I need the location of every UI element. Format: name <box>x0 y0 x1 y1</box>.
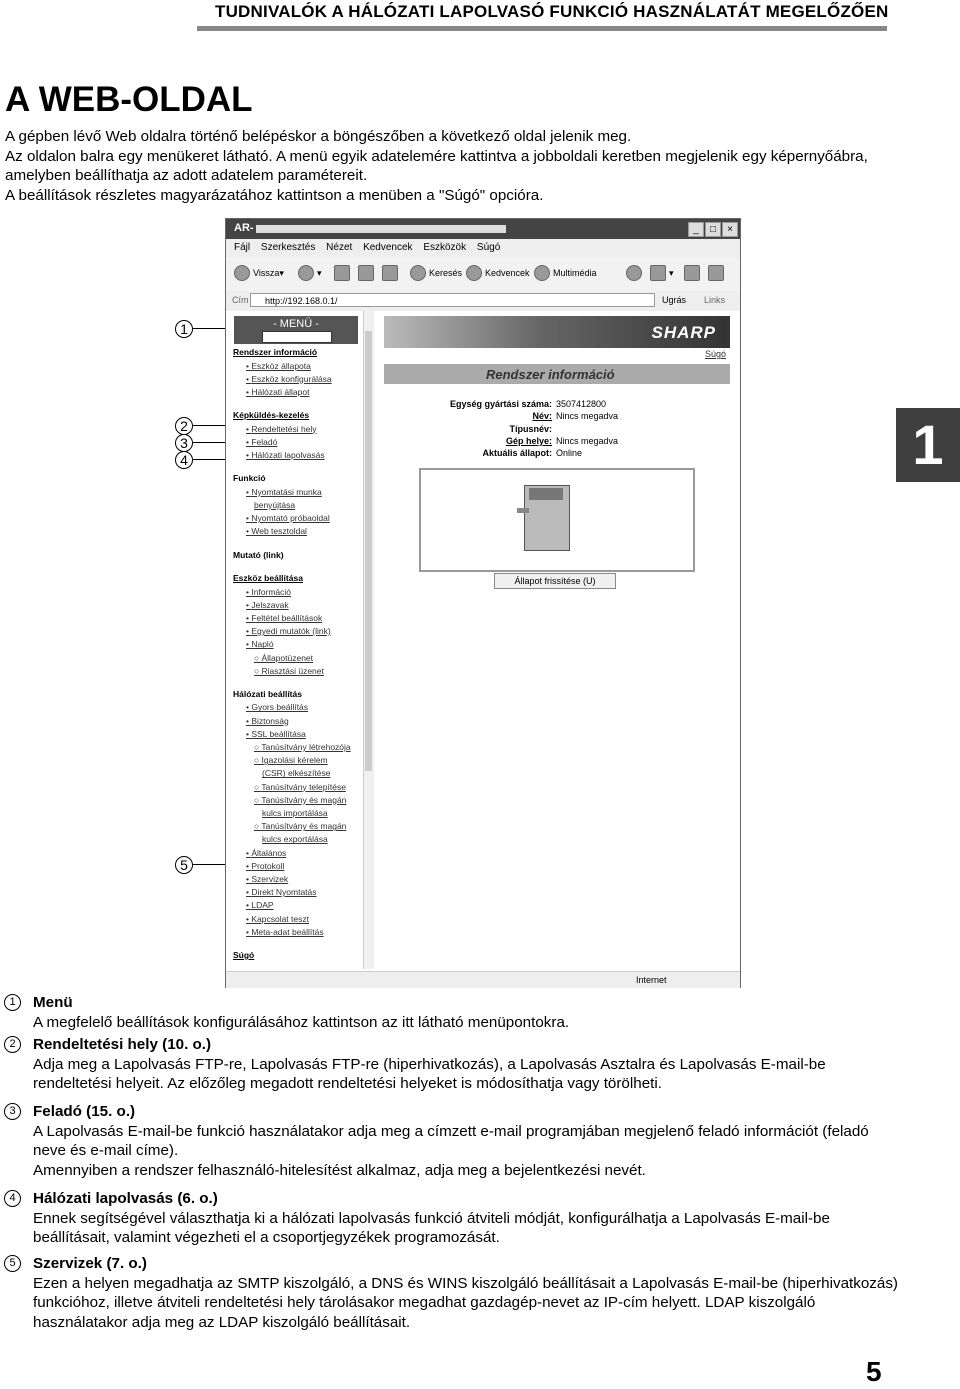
menu-item[interactable]: • Hálózati állapot <box>246 387 309 397</box>
menu-item[interactable]: • Direkt Nyomtatás <box>246 887 317 897</box>
info-row <box>374 411 734 423</box>
window-titlebar <box>226 219 740 239</box>
info-value: Nincs megadva <box>556 435 619 446</box>
menu-tools[interactable]: Eszközök <box>423 242 467 253</box>
minimize-icon[interactable]: _ <box>688 222 704 237</box>
menu-item[interactable]: ○ Tanúsítvány telepítése <box>254 782 346 792</box>
callout-5: 5 <box>175 856 193 874</box>
menu-item[interactable]: benyújtása <box>254 499 296 510</box>
sharp-logo: SHARP <box>651 323 716 342</box>
address-bar <box>226 291 740 312</box>
menu-item[interactable]: ○ Tanúsítvány létrehozója <box>254 742 351 752</box>
home-button[interactable] <box>382 265 401 281</box>
info-value: Nincs megadva <box>556 411 619 422</box>
menu-item[interactable]: • Feltétel beállítások <box>246 613 322 623</box>
menu-section-heading[interactable]: Rendszer információ <box>233 347 318 357</box>
menu-item[interactable]: • LDAP <box>246 900 274 910</box>
address-input[interactable]: http://192.168.0.1/ <box>250 293 655 307</box>
back-label: Vissza <box>253 268 280 278</box>
info-table <box>374 399 734 460</box>
legend-desc-text: Ennek segítségével választhatja ki a hálózati lapolvasás funkció átviteli módját, konfigurálhatja a Lapolvasás E-mail-be beállításait, valamint végezheti el a csoportjegyzékek programozását. <box>33 1210 830 1247</box>
maximize-icon[interactable]: □ <box>705 222 721 237</box>
section-header <box>384 364 730 384</box>
star-icon <box>466 265 482 281</box>
menu-section-heading: Funkció <box>233 473 266 484</box>
page-number: 5 <box>866 1356 882 1387</box>
legend-number: 4 <box>4 1190 21 1207</box>
history-icon <box>626 265 642 281</box>
window-title: AR- <box>234 222 254 234</box>
menu-scrollbar[interactable] <box>363 311 374 969</box>
legend-title: Menü <box>33 994 73 1011</box>
favorites-label: Kedvencek <box>485 268 530 278</box>
legend-desc-text: Amennyiben a rendszer felhasználó-hitelesítést alkalmaz, adja meg a bejelentkezési nevét. <box>33 1161 646 1179</box>
menu-item[interactable]: • Protokoll <box>246 861 284 871</box>
help-link[interactable]: Súgó <box>704 349 726 359</box>
search-label: Keresés <box>429 268 463 278</box>
print-button[interactable] <box>684 265 703 281</box>
info-row <box>374 424 734 436</box>
info-value: 3507412800 <box>556 399 607 409</box>
menu-item[interactable]: • SSL beállítása <box>246 729 306 739</box>
info-key: Aktuális állapot: <box>482 448 552 459</box>
device-image-panel <box>419 468 695 572</box>
favorites-button[interactable] <box>466 265 530 281</box>
copier-icon <box>524 485 570 551</box>
header-rule <box>197 26 887 31</box>
menu-item[interactable]: • Rendeltetési hely <box>246 424 317 434</box>
menu-item[interactable]: ○ Tanúsítvány és magán <box>254 821 346 831</box>
menu-section-heading[interactable]: Súgó <box>233 950 255 960</box>
status-zone: Internet <box>636 975 667 985</box>
stop-icon <box>334 265 350 281</box>
menu-section-heading: Hálózati beállítás <box>233 688 302 699</box>
refresh-status-button[interactable]: Állapot frissítése (U) <box>494 573 616 589</box>
menu-item[interactable]: • Hálózati lapolvasás <box>246 450 325 460</box>
info-key: Egység gyártási száma: <box>449 399 552 409</box>
forward-arrow-icon <box>298 265 314 281</box>
mail-icon <box>650 265 666 281</box>
menu-item[interactable]: • Meta-adat beállítás <box>246 927 324 937</box>
close-icon[interactable]: × <box>722 222 738 237</box>
info-value: Online <box>556 448 583 459</box>
menu-item[interactable]: • Általános <box>246 848 286 858</box>
menu-item[interactable]: kulcs exportálása <box>262 834 328 845</box>
info-row <box>374 399 734 411</box>
legend-desc <box>33 1274 903 1332</box>
legend-desc <box>33 1055 903 1094</box>
info-row <box>374 436 734 448</box>
menu-item[interactable]: • Nyomtatási munka <box>246 487 322 497</box>
edit-button[interactable] <box>708 265 727 281</box>
legend-number: 3 <box>4 1103 21 1120</box>
menu-item[interactable]: • Jelszavak <box>246 600 289 610</box>
history-button[interactable] <box>626 265 645 281</box>
back-arrow-icon <box>234 265 250 281</box>
legend-desc-text: A megfelelő beállítások konfigurálásához kattintson az itt látható menüpontokra. <box>33 1014 570 1031</box>
menu-section-heading[interactable]: Képküldés-kezelés <box>233 410 310 421</box>
menu-item[interactable]: kulcs importálása <box>262 808 328 818</box>
refresh-button[interactable] <box>358 265 377 281</box>
legend-desc <box>33 1122 903 1180</box>
section-title: Rendszer információ <box>486 367 615 382</box>
legend-title: Feladó (15. o.) <box>33 1103 136 1120</box>
menu-item[interactable]: (CSR) elkészítése <box>262 768 331 779</box>
legend-title: Hálózati lapolvasás (6. o.) <box>33 1190 218 1207</box>
menu-header <box>234 316 358 344</box>
menu-item[interactable]: • Napló <box>246 639 274 649</box>
forward-button[interactable]: ▾ <box>298 265 322 281</box>
callout-4: 4 <box>175 451 193 469</box>
info-key: Típusnév: <box>509 423 552 434</box>
menu-item[interactable]: ○ Riasztási üzenet <box>254 666 324 676</box>
media-icon <box>534 265 550 281</box>
go-button[interactable]: Ugrás <box>662 295 687 305</box>
back-button[interactable]: Vissza ▾ <box>234 265 284 281</box>
menu-item[interactable]: • Egyedi mutatók (link) <box>246 626 331 636</box>
menu-item[interactable]: • Szervizek <box>246 874 288 884</box>
info-key[interactable]: Gép helye: <box>505 435 552 446</box>
menu-header-box <box>262 331 332 343</box>
menu-file[interactable]: Fájl <box>234 242 251 253</box>
chapter-tab: 1 <box>896 408 960 482</box>
menu-view[interactable]: Nézet <box>326 242 353 253</box>
scrollbar-thumb[interactable] <box>365 331 372 771</box>
home-icon <box>382 265 398 281</box>
print-icon <box>684 265 700 281</box>
toolbar <box>226 257 740 292</box>
legend-number: 2 <box>4 1036 21 1053</box>
menu-item[interactable]: • Információ <box>246 587 291 597</box>
legend-desc <box>33 1013 903 1032</box>
intro-paragraph: A gépben lévő Web oldalra történő belépéskor a böngészőben a következő oldal jelenik meg. <box>5 128 632 145</box>
menu-item[interactable]: • Gyors beállítás <box>246 702 308 712</box>
legend-title: Rendeltetési hely (10. o.) <box>33 1036 212 1053</box>
menu-item[interactable]: • Feladó <box>246 437 277 447</box>
menu-item[interactable]: • Eszköz állapota <box>246 361 311 371</box>
menubar <box>226 239 740 258</box>
intro-text <box>5 127 905 205</box>
callout-2: 2 <box>175 417 193 435</box>
menu-help[interactable]: Súgó <box>476 242 501 253</box>
menu-section-heading: Mutató (link) <box>233 549 284 560</box>
menu-item[interactable]: • Biztonság <box>246 716 289 726</box>
multimedia-label: Multimédia <box>553 268 597 278</box>
info-key[interactable]: Név: <box>532 411 552 422</box>
browser-window <box>225 218 741 988</box>
intro-paragraph: A beállítások részletes magyarázatához kattintson a menüben a "Súgó" opcióra. <box>5 186 544 204</box>
callout-1: 1 <box>175 320 193 338</box>
callout-3: 3 <box>175 434 193 452</box>
menu-item[interactable]: ○ Tanúsítvány és magán <box>254 795 346 805</box>
menu-item[interactable]: • Web tesztoldal <box>246 526 307 536</box>
menu-item[interactable]: ○ Állapotüzenet <box>254 653 313 663</box>
intro-paragraph: Az oldalon balra egy menükeret látható. A menü egyik adatelemére kattintva a jobboldali keretben megjelenik egy képernyőábra, amelyben beállíthatja az adott adatelem paramétereit. <box>5 147 868 184</box>
running-header: TUDNIVALÓK A HÁLÓZATI LAPOLVASÓ FUNKCIÓ HASZNÁLATÁT MEGELŐZŐEN <box>215 2 889 21</box>
content-frame <box>374 311 740 969</box>
mail-button[interactable]: ▾ <box>650 265 674 281</box>
menu-frame <box>226 311 365 969</box>
menu-item[interactable]: • Nyomtató próbaoldal <box>246 513 330 523</box>
legend-desc-text: Ezen a helyen megadhatja az SMTP kiszolgáló, a DNS és WINS kiszolgáló beállításait a Lapolvasás E-mail-be (hiperhivatkozás) funkcióhoz, illetve átviteli rendeltetési hely tárolásakor megadhat gazdagép-nevet az IP-cím helyett. LDAP kiszolgáló használatakor adja meg az LDAP kiszolgáló beállításait. <box>33 1275 898 1331</box>
info-row <box>374 448 734 460</box>
status-bar <box>226 971 740 988</box>
menu-item[interactable]: • Eszköz konfigurálása <box>246 374 332 384</box>
address-label: Cím <box>232 295 249 305</box>
search-button[interactable] <box>410 265 462 281</box>
legend-desc-text: Adja meg a Lapolvasás FTP-re, Lapolvasás FTP-re (hiperhivatkozás), a Lapolvasás Asztalra és Lapolvasás E-mail-be rendeltetési helyeit. Az előzőleg megadott rendeltetési helyeket is módosíthatja vagy törölheti. <box>33 1056 826 1093</box>
multimedia-button[interactable] <box>534 265 597 281</box>
page-title: A WEB-OLDAL <box>5 80 253 119</box>
menu-section-heading[interactable]: Eszköz beállítása <box>233 573 303 583</box>
stop-button[interactable] <box>334 265 353 281</box>
edit-icon <box>708 265 724 281</box>
search-icon <box>410 265 426 281</box>
legend-title: Szervizek (7. o.) <box>33 1255 147 1272</box>
legend-number: 5 <box>4 1255 21 1272</box>
legend-number: 1 <box>4 994 21 1011</box>
title-redaction <box>256 225 506 233</box>
refresh-icon <box>358 265 374 281</box>
legend-desc-text: A Lapolvasás E-mail-be funkció használatakor adja meg a címzett e-mail programjában megjelenő feladó információt (feladó neve és e-mail címe). <box>33 1123 869 1160</box>
menu-favorites[interactable]: Kedvencek <box>363 242 413 253</box>
menu-item[interactable]: • Kapcsolat teszt <box>246 914 309 924</box>
links-button[interactable]: Links <box>704 295 726 305</box>
menu-item[interactable]: ○ Igazolási kérelem <box>254 755 328 765</box>
brand-banner <box>384 316 730 348</box>
menu-edit[interactable]: Szerkesztés <box>260 242 316 253</box>
menu-title: - MENÜ - <box>273 318 319 330</box>
legend-desc <box>33 1209 903 1248</box>
